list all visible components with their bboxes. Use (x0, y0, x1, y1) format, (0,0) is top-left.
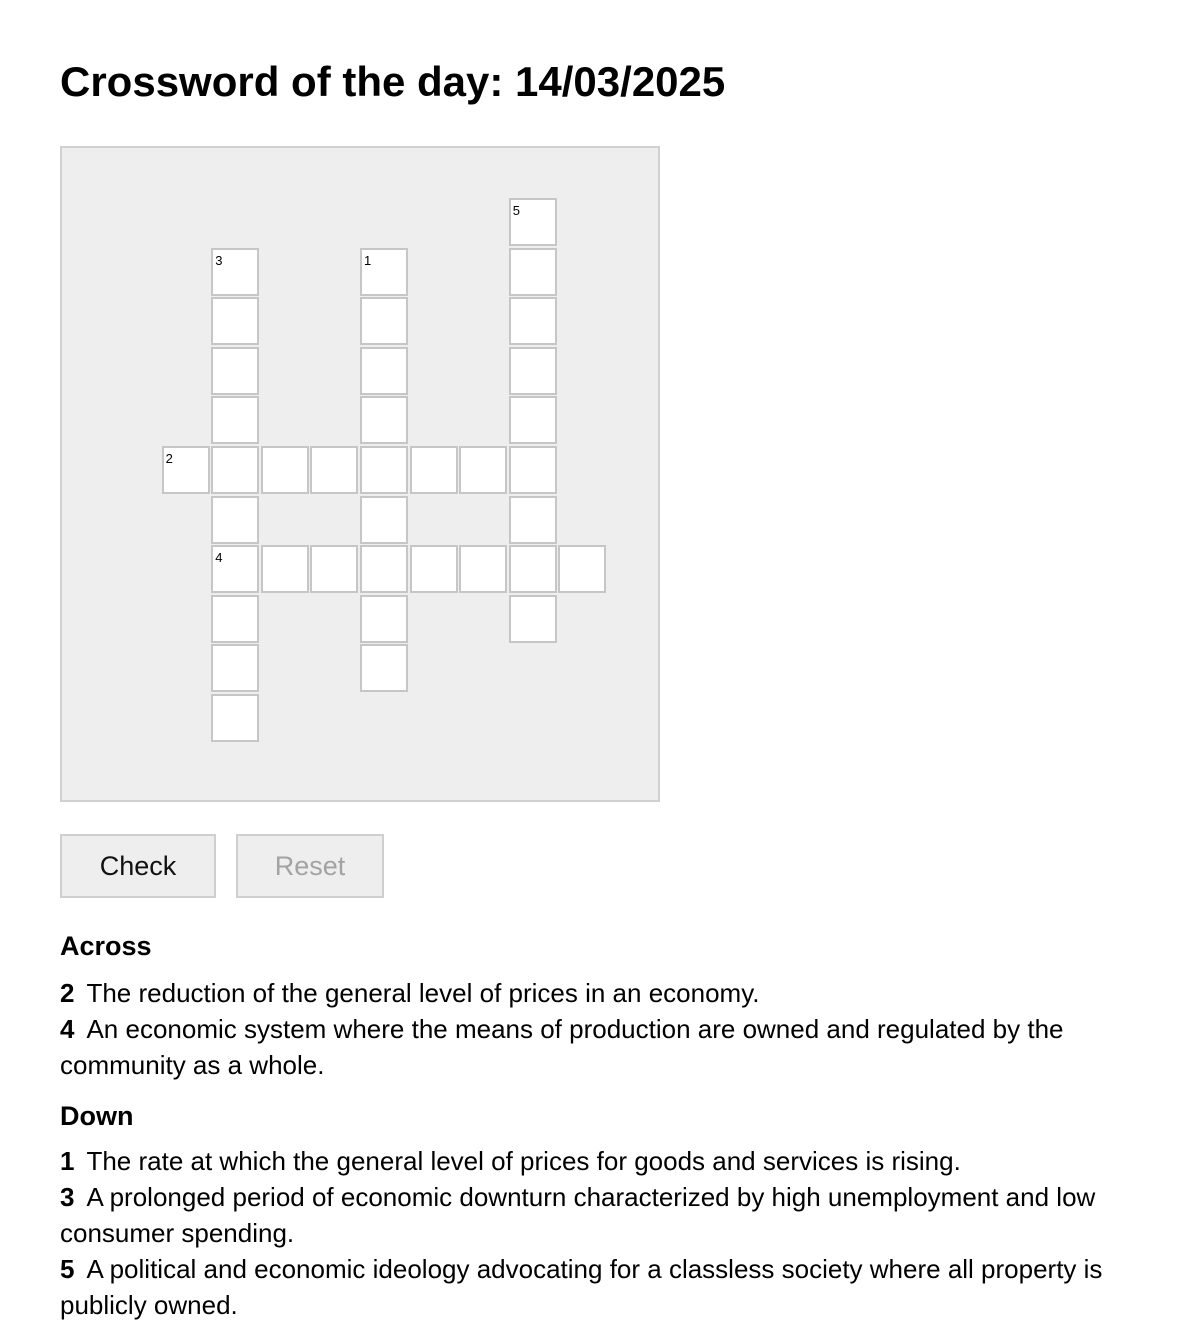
clue-across-4 (60, 1011, 1140, 1083)
crossword-cell[interactable] (360, 545, 408, 593)
cell-number: 5 (512, 203, 521, 218)
crossword-cell[interactable] (360, 347, 408, 395)
crossword-cell[interactable] (360, 297, 408, 345)
crossword-cell[interactable] (360, 248, 408, 296)
across-heading: Across (60, 931, 152, 961)
clue-text: The reduction of the general level of prices in an economy. (86, 978, 760, 1008)
crossword-cell[interactable] (509, 496, 557, 544)
crossword-cell[interactable] (261, 545, 309, 593)
clue-down-5 (60, 1251, 1140, 1323)
across-clue-list (60, 975, 1140, 1083)
crossword-cell[interactable] (211, 347, 259, 395)
crossword-cell[interactable] (211, 297, 259, 345)
cell-number: 2 (165, 451, 173, 466)
crossword-cell[interactable] (211, 694, 259, 742)
clue-number: 5 (60, 1254, 75, 1284)
cell-number: 3 (215, 252, 223, 268)
crossword-cell[interactable] (360, 595, 408, 643)
crossword-cell[interactable] (558, 545, 606, 593)
clue-number: 2 (60, 978, 75, 1008)
crossword-cell[interactable] (509, 396, 557, 444)
crossword-cell[interactable] (509, 446, 557, 494)
reset-button[interactable]: Reset (236, 834, 384, 898)
down-heading: Down (60, 1101, 134, 1131)
clue-text: A prolonged period of economic downturn characterized by high unemployment and low consumer spending. (60, 1182, 1096, 1248)
crossword-cell[interactable] (410, 545, 458, 593)
cell-number: 1 (364, 252, 372, 268)
crossword-cell[interactable] (360, 396, 408, 444)
clue-text: The rate at which the general level of prices for goods and services is rising. (86, 1146, 961, 1176)
clue-number: 4 (60, 1014, 75, 1044)
crossword-cell[interactable] (162, 446, 210, 494)
crossword-cell[interactable] (211, 644, 259, 692)
page-title: Crossword of the day: 14/03/2025 (60, 58, 726, 105)
crossword-cell[interactable] (211, 545, 259, 593)
crossword-cell[interactable] (509, 248, 557, 296)
crossword-cell[interactable] (211, 396, 259, 444)
crossword-cell[interactable] (261, 446, 309, 494)
crossword-cell[interactable] (509, 347, 557, 395)
clue-number: 1 (60, 1146, 75, 1176)
clue-text: An economic system where the means of production are owned and regulated by the community as a whole. (60, 1014, 1064, 1080)
clue-text: A political and economic ideology advocating for a classless society where all property is publicly owned. (60, 1254, 1103, 1320)
crossword-cell[interactable] (310, 446, 358, 494)
crossword-cell[interactable] (459, 545, 507, 593)
crossword-cell[interactable] (459, 446, 507, 494)
clue-number: 3 (60, 1182, 75, 1212)
check-button[interactable]: Check (60, 834, 216, 898)
crossword-cell[interactable] (410, 446, 458, 494)
crossword-cell[interactable] (211, 446, 259, 494)
crossword-cell[interactable] (360, 446, 408, 494)
crossword-cell[interactable] (360, 644, 408, 692)
crossword-cell[interactable] (211, 496, 259, 544)
clue-down-3 (60, 1179, 1140, 1251)
crossword-cell[interactable] (509, 297, 557, 345)
cell-number: 4 (215, 550, 223, 566)
down-clue-list (60, 1143, 1140, 1323)
crossword-grid (60, 146, 660, 802)
crossword-cell[interactable] (509, 198, 557, 246)
crossword-cell[interactable] (509, 595, 557, 643)
crossword-cell[interactable] (211, 248, 259, 296)
crossword-cell[interactable] (310, 545, 358, 593)
clue-across-2 (60, 975, 1140, 1011)
crossword-cell[interactable] (211, 595, 259, 643)
crossword-cell[interactable] (360, 496, 408, 544)
clue-down-1 (60, 1143, 1140, 1179)
crossword-cell[interactable] (509, 545, 557, 593)
